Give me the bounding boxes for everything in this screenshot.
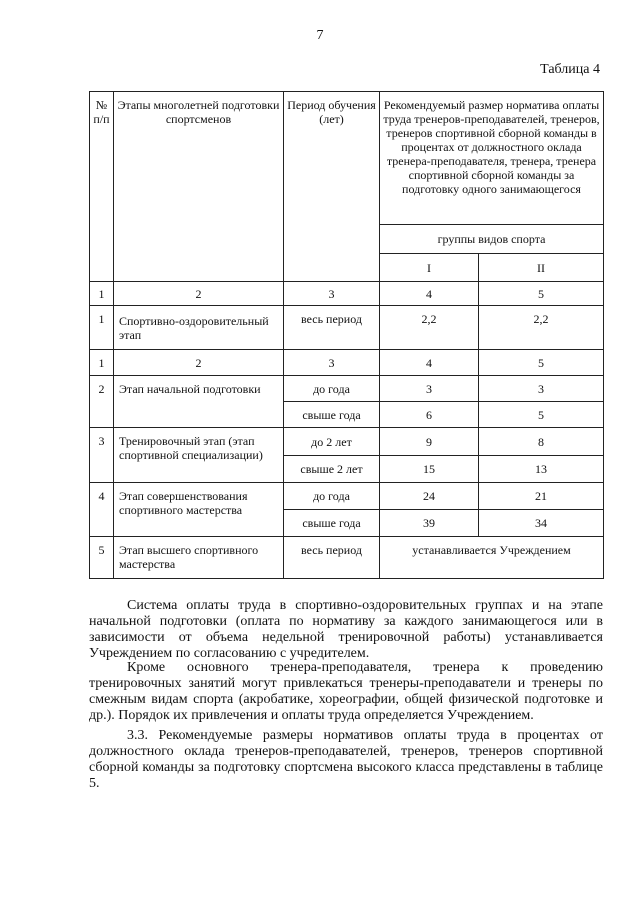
header-stages: Этапы многолетней подготовки спортсменов <box>114 92 284 282</box>
row-stage: Спортивно-оздоровительный этап <box>114 306 284 350</box>
row-group-2: 8 <box>479 428 604 456</box>
row-stage: Этап начальной подготовки <box>114 376 284 428</box>
row-group-2: 5 <box>479 402 604 428</box>
index-cell: 1 <box>90 350 114 376</box>
table-caption: Таблица 4 <box>540 62 600 77</box>
header-number: № п/п <box>90 92 114 282</box>
header-recommended-norm: Рекомендуемый размер норматива оплаты труда тренеров-преподавателей, тренеров, тренеров спортивной сборной команды в процентах от должностного оклада тренера-преподавателя, тренера, тренера спортивной сборной команды за подготовку одного занимающегося <box>380 92 604 225</box>
row-merged-value: устанавливается Учреждением <box>380 537 604 579</box>
row-group-1: 9 <box>380 428 479 456</box>
row-group-2: 34 <box>479 510 604 537</box>
table-row <box>90 306 604 350</box>
paragraph-3: 3.3. Рекомендуемые размеры нормативов оплаты труда в процентах от должностного оклада тренеров-преподавателей, тренеров, тренеров спортивной сборной команды за подготовку спортсмена высокого класса представлены в таблице 5. <box>89 728 603 791</box>
row-number: 1 <box>90 306 114 350</box>
row-number: 5 <box>90 537 114 579</box>
row-group-1: 2,2 <box>380 306 479 350</box>
paragraph-2: Кроме основного тренера-преподавателя, тренера к проведению тренировочных занятий могут привлекаться тренеры-преподаватели и тренеры по смежным видам спорта (акробатике, хореографии, общей физической подготовке и др.). Порядок их привлечения и оплаты труда определяется Учреждением. <box>89 660 603 723</box>
table-row <box>90 483 604 510</box>
index-cell: 3 <box>284 282 380 306</box>
payment-norms-table <box>89 91 604 579</box>
row-stage: Этап совершенствования спортивного мастерства <box>114 483 284 537</box>
row-group-2: 2,2 <box>479 306 604 350</box>
index-cell: 3 <box>284 350 380 376</box>
row-period: свыше 2 лет <box>284 456 380 483</box>
header-group-1: I <box>380 254 479 282</box>
row-number: 3 <box>90 428 114 483</box>
header-group-2: II <box>479 254 604 282</box>
index-cell: 1 <box>90 282 114 306</box>
row-group-2: 21 <box>479 483 604 510</box>
row-stage: Этап высшего спортивного мастерства <box>114 537 284 579</box>
row-period: весь период <box>284 306 380 350</box>
index-cell: 2 <box>114 282 284 306</box>
row-group-1: 39 <box>380 510 479 537</box>
column-index-row <box>90 350 604 376</box>
row-group-1: 3 <box>380 376 479 402</box>
index-cell: 5 <box>479 282 604 306</box>
table-row <box>90 537 604 579</box>
header-period: Период обучения (лет) <box>284 92 380 282</box>
row-stage: Тренировочный этап (этап спортивной специализации) <box>114 428 284 483</box>
row-group-1: 6 <box>380 402 479 428</box>
column-index-row <box>90 282 604 306</box>
row-number: 4 <box>90 483 114 537</box>
row-period: до года <box>284 483 380 510</box>
row-period: весь период <box>284 537 380 579</box>
row-group-2: 3 <box>479 376 604 402</box>
row-period: свыше года <box>284 402 380 428</box>
row-group-1: 24 <box>380 483 479 510</box>
table-row <box>90 428 604 456</box>
index-cell: 4 <box>380 350 479 376</box>
header-sport-groups: группы видов спорта <box>380 225 604 254</box>
paragraph-1: Система оплаты труда в спортивно-оздоровительных группах и на этапе начальной подготовки (оплата по нормативу за каждого занимающегося или в зависимости от объема недельной тренировочной работы) устанавливается Учреждением по согласованию с учредителем. <box>89 598 603 661</box>
index-cell: 2 <box>114 350 284 376</box>
row-period: до 2 лет <box>284 428 380 456</box>
row-group-2: 13 <box>479 456 604 483</box>
index-cell: 5 <box>479 350 604 376</box>
page-number: 7 <box>316 28 324 43</box>
row-period: до года <box>284 376 380 402</box>
index-cell: 4 <box>380 282 479 306</box>
table-row <box>90 376 604 402</box>
row-number: 2 <box>90 376 114 428</box>
row-group-1: 15 <box>380 456 479 483</box>
row-period: свыше года <box>284 510 380 537</box>
